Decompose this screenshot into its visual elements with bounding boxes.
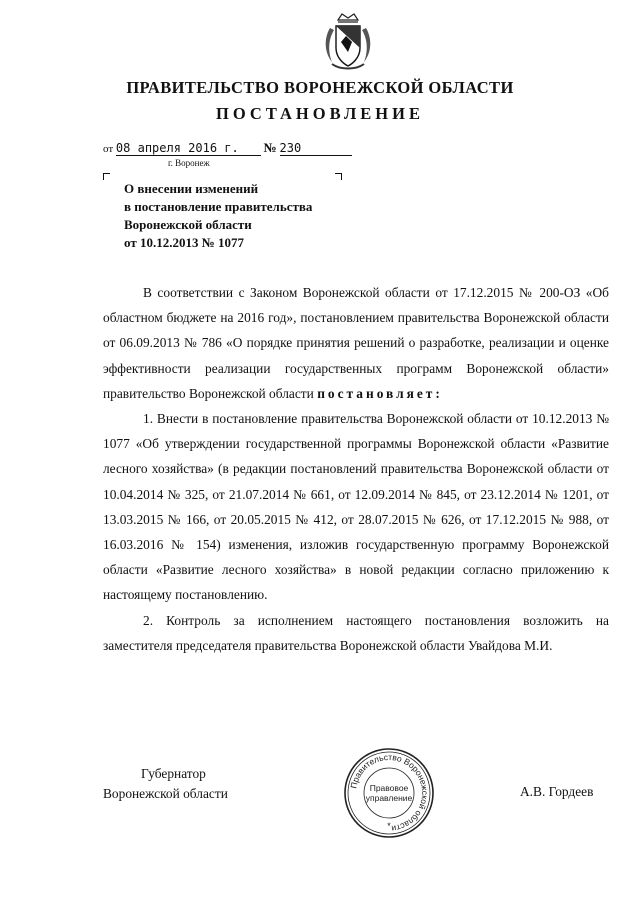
seal-center-line: управление	[365, 793, 413, 803]
subject-line: в постановление правительства	[124, 199, 313, 214]
number-label: №	[263, 140, 277, 155]
item-2-paragraph: 2. Контроль за исполнением настоящего постановления возложить на заместителя председателя правительства Воронежской области Увайдова М.И.	[103, 612, 609, 653]
official-seal-stamp	[343, 747, 435, 839]
preamble-paragraph	[103, 280, 609, 406]
decree-subject	[124, 180, 312, 252]
corner-bracket-right	[335, 173, 342, 180]
signatory-position	[103, 764, 228, 804]
subject-line: от 10.12.2013 № 1077	[124, 235, 245, 250]
item-1-paragraph: 1. Внести в постановление правительства Воронежской области от 10.12.2013 № 1077 «Об утверждении государственной программы Воронежской области «Развитие лесного хозяйства» (в редакции постановлений правительства Воронежской области от 10.04.2014 № 325, от 21.07.2014 № 661, от 12.09.2014 № 845, от 23.12.2014 № 1201, от 13.03.2015 № 166, от 20.05.2015 № 412, от 28.07.2015 № 626, от 17.12.2015 № 988, от 16.03.2016 № 154) изменения, изложив государственную программу Воронежской области «Развитие лесного хозяйства» в новой редакции согласно приложению к настоящему постановлению.	[103, 411, 609, 603]
decree-number: 230	[279, 141, 302, 155]
signatory-name: А.В. Гордеев	[520, 784, 594, 799]
corner-bracket-left	[103, 173, 110, 180]
coat-of-arms-emblem	[322, 12, 374, 72]
document-type-title: ПОСТАНОВЛЕНИЕ	[216, 104, 424, 123]
subject-line: Воронежской области	[124, 217, 252, 232]
position-line: Воронежской области	[103, 786, 228, 801]
position-line: Губернатор	[141, 766, 206, 781]
seal-star: *	[387, 821, 391, 831]
decides-word: постановляет:	[317, 385, 443, 401]
government-name: ПРАВИТЕЛЬСТВО ВОРОНЕЖСКОЙ ОБЛАСТИ	[126, 78, 514, 97]
subject-line: О внесении изменений	[124, 181, 259, 196]
decree-body	[103, 280, 609, 658]
seal-ring-text: Правительство Воронежской области	[348, 751, 431, 834]
decree-date: 08 апреля 2016 г.	[115, 141, 239, 155]
date-number-row	[103, 140, 352, 156]
city-label: г. Воронеж	[168, 158, 210, 168]
preamble-text: В соответствии с Законом Воронежской области от 17.12.2015 № 200-ОЗ «Об областном бюджете на 2016 год», постановлением правительства Воронежской области от 06.09.2013 № 786 «О порядке принятия решений о разработке, реализации и оценке эффективности реализации государственных программ Воронежской области» правительство Воронежской области	[103, 285, 609, 401]
seal-center-line: Правовое	[369, 783, 409, 793]
from-label: от	[103, 143, 114, 155]
